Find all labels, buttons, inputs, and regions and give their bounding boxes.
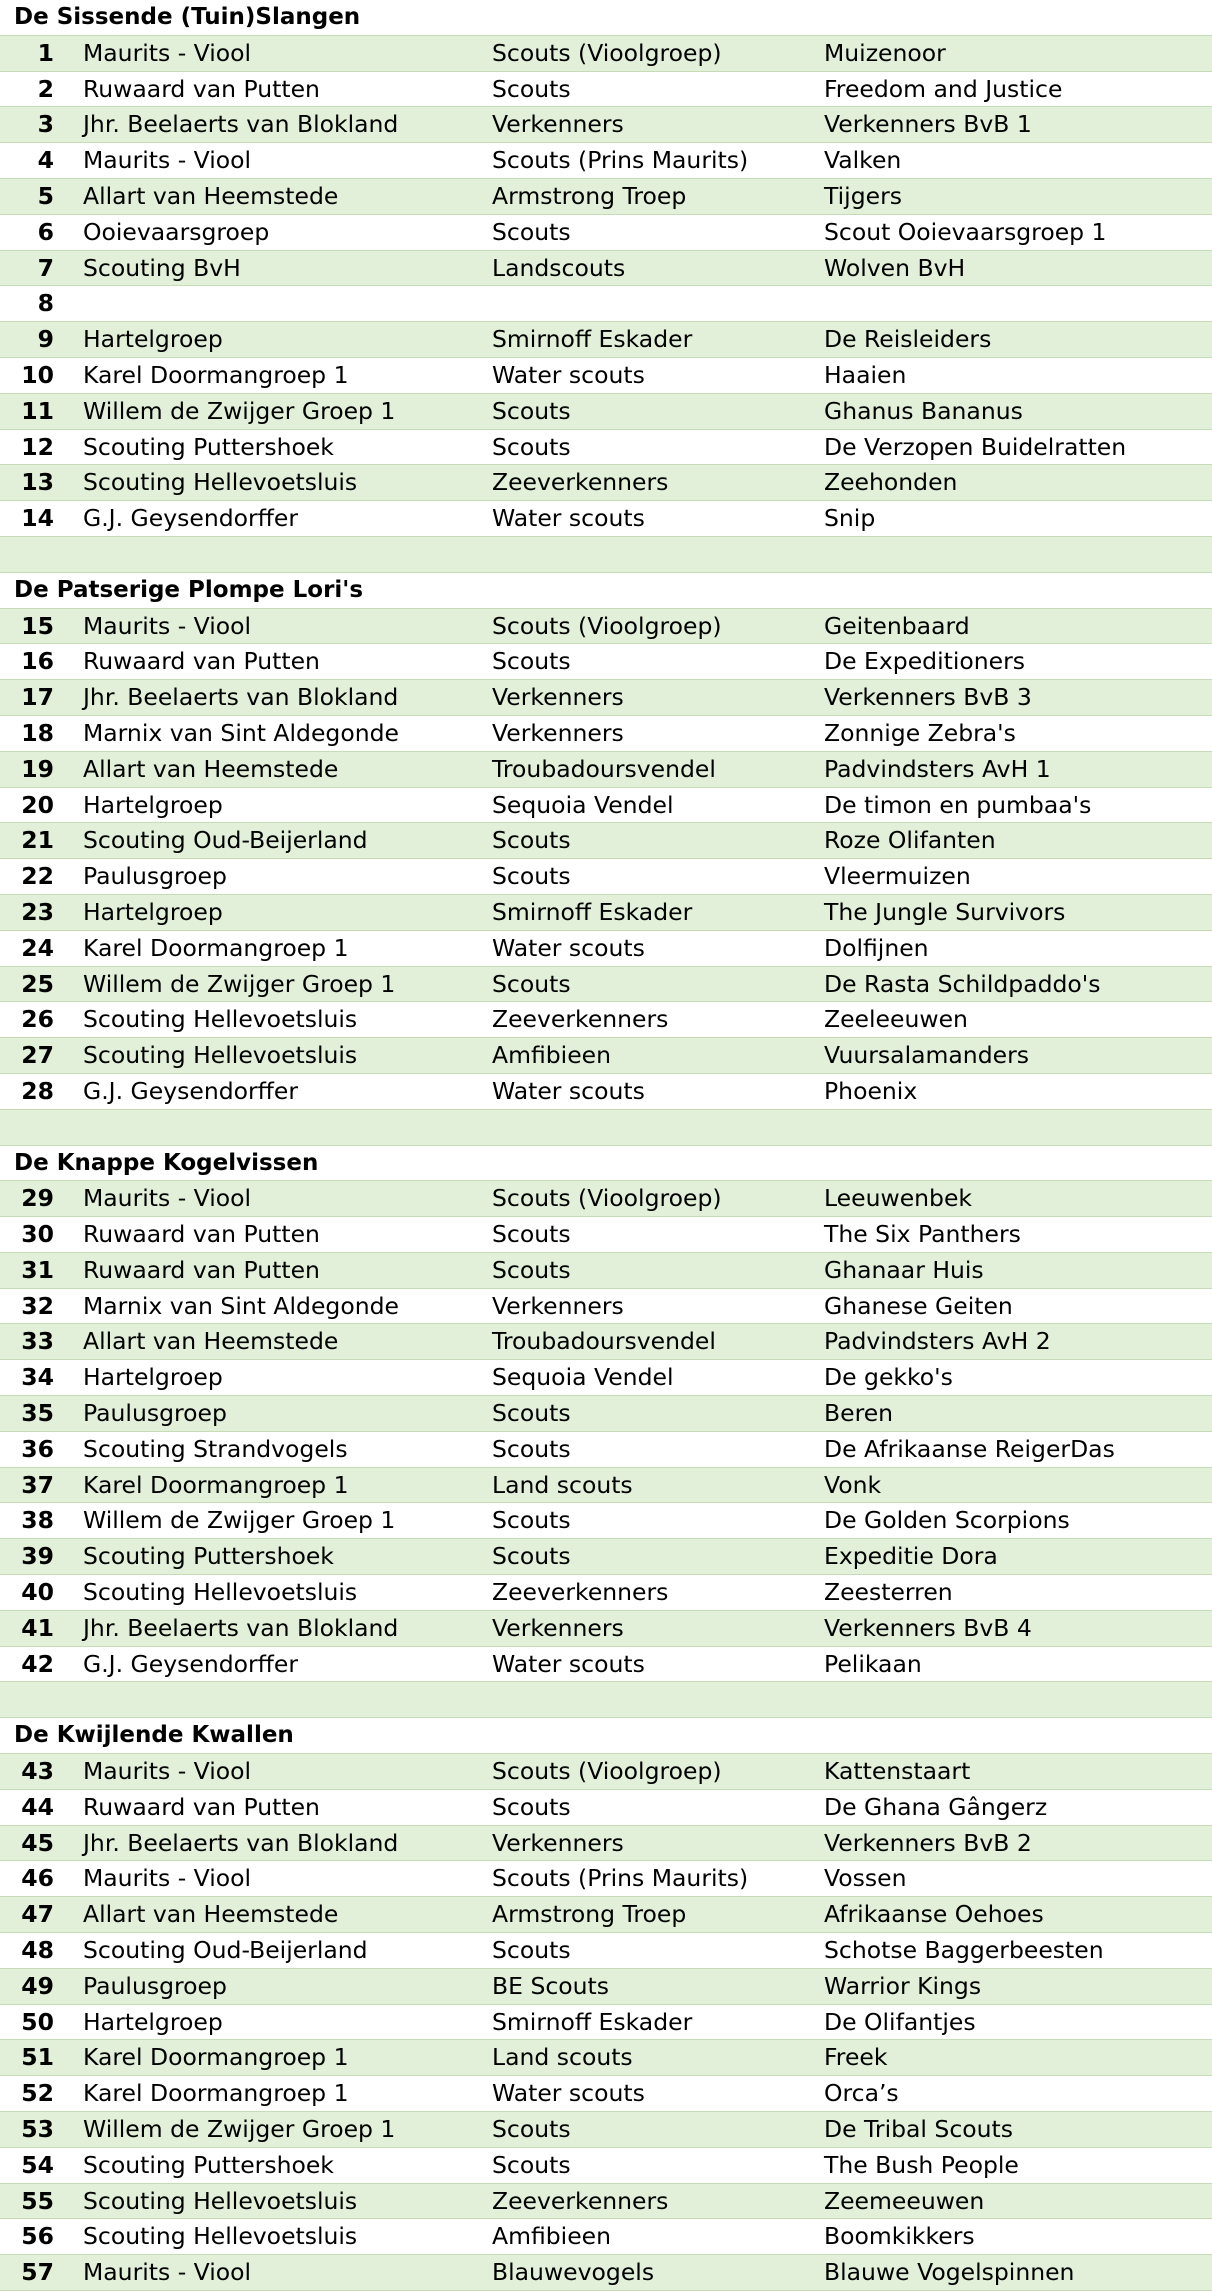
group-name: Maurits - Viool bbox=[83, 2258, 252, 2287]
row-number: 42 bbox=[21, 1649, 54, 1678]
unit-name: Scouts bbox=[492, 2150, 571, 2179]
table-row bbox=[0, 36, 1212, 72]
row-number: 3 bbox=[37, 110, 54, 139]
patrol-name: Kattenstaart bbox=[824, 1757, 971, 1786]
table-row bbox=[0, 465, 1212, 501]
table-row bbox=[0, 931, 1212, 967]
group-name: Jhr. Beelaerts van Blokland bbox=[83, 1828, 399, 1857]
patrol-name: Ghanese Geiten bbox=[824, 1291, 1013, 1320]
patrol-name: De Reisleiders bbox=[824, 325, 992, 354]
group-name: Maurits - Viool bbox=[83, 611, 252, 640]
group-name: Scouting Strandvogels bbox=[83, 1434, 348, 1463]
table-row bbox=[0, 1002, 1212, 1038]
row-number: 45 bbox=[21, 1828, 54, 1857]
patrol-name: Zeehonden bbox=[824, 468, 958, 497]
group-name: Hartelgroep bbox=[83, 1363, 223, 1392]
row-number: 39 bbox=[21, 1542, 54, 1571]
row-number: 32 bbox=[21, 1291, 54, 1320]
row-number: 9 bbox=[37, 325, 54, 354]
table-row bbox=[0, 1396, 1212, 1432]
unit-name: Smirnoff Eskader bbox=[492, 2007, 693, 2036]
group-name: Paulusgroep bbox=[83, 1971, 227, 2000]
patrol-name: De Verzopen Buidelratten bbox=[824, 432, 1127, 461]
unit-name: Scouts bbox=[492, 647, 571, 676]
group-name: Marnix van Sint Aldegonde bbox=[83, 718, 399, 747]
group-name: Scouting Hellevoetsluis bbox=[83, 468, 358, 497]
table-row bbox=[0, 107, 1212, 143]
patrol-name: Dolfijnen bbox=[824, 933, 929, 962]
patrol-name: Ghanaar Huis bbox=[824, 1255, 984, 1284]
unit-name: Scouts bbox=[492, 826, 571, 855]
group-name: Scouting Hellevoetsluis bbox=[83, 2222, 358, 2251]
row-number: 48 bbox=[21, 1936, 54, 1965]
patrol-name: Roze Olifanten bbox=[824, 826, 996, 855]
group-name: Maurits - Viool bbox=[83, 38, 252, 67]
table-row bbox=[0, 1754, 1212, 1790]
patrol-name: Vuursalamanders bbox=[824, 1041, 1029, 1070]
table-row bbox=[0, 680, 1212, 716]
group-name: Karel Doormangroep 1 bbox=[83, 1470, 349, 1499]
unit-name: Scouts bbox=[492, 432, 571, 461]
unit-name: Landscouts bbox=[492, 253, 626, 282]
group-name: Ruwaard van Putten bbox=[83, 74, 320, 103]
group-name: Maurits - Viool bbox=[83, 1184, 252, 1213]
row-number: 23 bbox=[21, 897, 54, 926]
row-number: 21 bbox=[21, 826, 54, 855]
row-number: 1 bbox=[37, 38, 54, 67]
unit-name: Land scouts bbox=[492, 2043, 633, 2072]
patrol-name: Haaien bbox=[824, 360, 907, 389]
table-row bbox=[0, 501, 1212, 537]
row-number: 46 bbox=[21, 1864, 54, 1893]
group-name: Hartelgroep bbox=[83, 897, 223, 926]
table-row bbox=[0, 2112, 1212, 2148]
unit-name: Verkenners bbox=[492, 1613, 624, 1642]
patrol-name: Verkenners BvB 2 bbox=[824, 1828, 1032, 1857]
unit-name: Zeeverkenners bbox=[492, 1005, 669, 1034]
table-row bbox=[0, 644, 1212, 680]
group-name: Allart van Heemstede bbox=[83, 754, 339, 783]
section-title: De Patserige Plompe Lori's bbox=[14, 576, 364, 603]
patrol-name: Scout Ooievaarsgroep 1 bbox=[824, 217, 1107, 246]
unit-name: Verkenners bbox=[492, 1291, 624, 1320]
table-row bbox=[0, 1074, 1212, 1110]
table-row bbox=[0, 1503, 1212, 1539]
unit-name: Zeeverkenners bbox=[492, 1578, 669, 1607]
patrol-name: Pelikaan bbox=[824, 1649, 922, 1678]
patrol-name: Ghanus Bananus bbox=[824, 396, 1023, 425]
group-name: Scouting Puttershoek bbox=[83, 432, 334, 461]
table-row bbox=[0, 215, 1212, 251]
row-number: 2 bbox=[37, 74, 54, 103]
unit-name: Amfibieen bbox=[492, 2222, 612, 2251]
group-name: Maurits - Viool bbox=[83, 146, 252, 175]
row-number: 43 bbox=[21, 1757, 54, 1786]
row-number: 22 bbox=[21, 862, 54, 891]
unit-name: Verkenners bbox=[492, 110, 624, 139]
row-number: 47 bbox=[21, 1900, 54, 1929]
table-row bbox=[0, 609, 1212, 645]
unit-name: Land scouts bbox=[492, 1470, 633, 1499]
table-row bbox=[0, 251, 1212, 287]
unit-name: Scouts bbox=[492, 74, 571, 103]
row-number: 52 bbox=[21, 2079, 54, 2108]
patrol-name: Snip bbox=[824, 504, 876, 533]
patrol-name: Freek bbox=[824, 2043, 888, 2072]
table-row bbox=[0, 1826, 1212, 1862]
unit-name: Armstrong Troep bbox=[492, 181, 687, 210]
table-row bbox=[0, 358, 1212, 394]
row-number: 16 bbox=[21, 647, 54, 676]
row-number: 40 bbox=[21, 1578, 54, 1607]
patrol-name: Phoenix bbox=[824, 1076, 918, 1105]
unit-name: BE Scouts bbox=[492, 1971, 610, 2000]
group-name: Scouting Hellevoetsluis bbox=[83, 2186, 358, 2215]
patrol-name: Beren bbox=[824, 1399, 894, 1428]
table-row bbox=[0, 1181, 1212, 1217]
group-name: Jhr. Beelaerts van Blokland bbox=[83, 1613, 399, 1642]
patrol-name: Boomkikkers bbox=[824, 2222, 975, 2251]
patrol-name: De Tribal Scouts bbox=[824, 2115, 1013, 2144]
group-name: Hartelgroep bbox=[83, 325, 223, 354]
table-row bbox=[0, 1790, 1212, 1826]
table-row bbox=[0, 1432, 1212, 1468]
section-spacer bbox=[0, 537, 1212, 573]
unit-name: Scouts bbox=[492, 396, 571, 425]
table-row bbox=[0, 72, 1212, 108]
patrol-name: Vonk bbox=[824, 1470, 882, 1499]
patrol-name: De timon en pumbaa's bbox=[824, 790, 1092, 819]
unit-name: Amfibieen bbox=[492, 1041, 612, 1070]
unit-name: Water scouts bbox=[492, 1649, 645, 1678]
patrol-name: Geitenbaard bbox=[824, 611, 970, 640]
group-name: Willem de Zwijger Groep 1 bbox=[83, 1506, 396, 1535]
row-number: 12 bbox=[21, 432, 54, 461]
row-number: 36 bbox=[21, 1434, 54, 1463]
patrol-name: De Expeditioners bbox=[824, 647, 1025, 676]
unit-name: Troubadoursvendel bbox=[492, 1327, 716, 1356]
row-number: 13 bbox=[21, 468, 54, 497]
section-title: De Knappe Kogelvissen bbox=[14, 1149, 319, 1176]
group-name: G.J. Geysendorffer bbox=[83, 1076, 298, 1105]
patrol-name: Zeesterren bbox=[824, 1578, 953, 1607]
patrol-name: Vleermuizen bbox=[824, 862, 971, 891]
group-name: Ruwaard van Putten bbox=[83, 647, 320, 676]
group-name: Allart van Heemstede bbox=[83, 181, 339, 210]
table-row bbox=[0, 1038, 1212, 1074]
group-name: Scouting BvH bbox=[83, 253, 241, 282]
section-spacer bbox=[0, 1682, 1212, 1718]
table-row bbox=[0, 1253, 1212, 1289]
table-row bbox=[0, 2005, 1212, 2041]
unit-name: Scouts bbox=[492, 969, 571, 998]
unit-name: Water scouts bbox=[492, 2079, 645, 2108]
patrol-name: Expeditie Dora bbox=[824, 1542, 998, 1571]
group-name: Willem de Zwijger Groep 1 bbox=[83, 969, 396, 998]
row-number: 57 bbox=[21, 2258, 54, 2287]
row-number: 4 bbox=[37, 146, 54, 175]
row-number: 49 bbox=[21, 1971, 54, 2000]
unit-name: Scouts bbox=[492, 1434, 571, 1463]
row-number: 20 bbox=[21, 790, 54, 819]
row-number: 51 bbox=[21, 2043, 54, 2072]
group-name: Scouting Hellevoetsluis bbox=[83, 1005, 358, 1034]
unit-name: Sequoia Vendel bbox=[492, 1363, 674, 1392]
unit-name: Scouts bbox=[492, 1542, 571, 1571]
row-number: 14 bbox=[21, 504, 54, 533]
unit-name: Scouts bbox=[492, 2115, 571, 2144]
table-row bbox=[0, 2184, 1212, 2220]
unit-name: Scouts (Vioolgroep) bbox=[492, 38, 722, 67]
group-name: Hartelgroep bbox=[83, 790, 223, 819]
row-number: 33 bbox=[21, 1327, 54, 1356]
group-name: Paulusgroep bbox=[83, 862, 227, 891]
row-number: 54 bbox=[21, 2150, 54, 2179]
patrol-name: De Afrikaanse ReigerDas bbox=[824, 1434, 1115, 1463]
unit-name: Verkenners bbox=[492, 683, 624, 712]
patrol-name: Orca’s bbox=[824, 2079, 899, 2108]
unit-name: Scouts bbox=[492, 1220, 571, 1249]
group-name: Jhr. Beelaerts van Blokland bbox=[83, 110, 399, 139]
group-name: Karel Doormangroep 1 bbox=[83, 360, 349, 389]
unit-name: Smirnoff Eskader bbox=[492, 897, 693, 926]
unit-name: Scouts bbox=[492, 217, 571, 246]
table-row bbox=[0, 1468, 1212, 1504]
patrol-name: The Bush People bbox=[824, 2150, 1019, 2179]
group-name: Willem de Zwijger Groep 1 bbox=[83, 396, 396, 425]
patrol-name: Leeuwenbek bbox=[824, 1184, 973, 1213]
group-name: G.J. Geysendorffer bbox=[83, 504, 298, 533]
group-name: Scouting Hellevoetsluis bbox=[83, 1041, 358, 1070]
patrol-name: De Rasta Schildpaddo's bbox=[824, 969, 1101, 998]
row-number: 55 bbox=[21, 2186, 54, 2215]
patrol-name: Zonnige Zebra's bbox=[824, 718, 1016, 747]
row-number: 6 bbox=[37, 217, 54, 246]
unit-name: Water scouts bbox=[492, 933, 645, 962]
row-number: 37 bbox=[21, 1470, 54, 1499]
row-number: 31 bbox=[21, 1255, 54, 1284]
section-header bbox=[0, 1718, 1212, 1754]
group-name: Paulusgroep bbox=[83, 1399, 227, 1428]
group-name: Scouting Puttershoek bbox=[83, 1542, 334, 1571]
row-number: 27 bbox=[21, 1041, 54, 1070]
unit-name: Smirnoff Eskader bbox=[492, 325, 693, 354]
table-row bbox=[0, 1575, 1212, 1611]
table-row bbox=[0, 1217, 1212, 1253]
patrol-name: The Six Panthers bbox=[824, 1220, 1021, 1249]
group-name: Scouting Puttershoek bbox=[83, 2150, 334, 2179]
patrol-name: Zeemeeuwen bbox=[824, 2186, 985, 2215]
group-name: Karel Doormangroep 1 bbox=[83, 933, 349, 962]
unit-name: Zeeverkenners bbox=[492, 468, 669, 497]
patrol-name: De Golden Scorpions bbox=[824, 1506, 1070, 1535]
table-row bbox=[0, 1289, 1212, 1325]
unit-name: Water scouts bbox=[492, 1076, 645, 1105]
patrol-name: Freedom and Justice bbox=[824, 74, 1063, 103]
patrol-name: Vossen bbox=[824, 1864, 907, 1893]
table-row bbox=[0, 823, 1212, 859]
unit-name: Scouts bbox=[492, 862, 571, 891]
patrol-name: Verkenners BvB 1 bbox=[824, 110, 1032, 139]
patrol-name: De Ghana Gângerz bbox=[824, 1792, 1048, 1821]
patrol-name: The Jungle Survivors bbox=[824, 897, 1066, 926]
group-name: Ruwaard van Putten bbox=[83, 1255, 320, 1284]
unit-name: Troubadoursvendel bbox=[492, 754, 716, 783]
table-row bbox=[0, 430, 1212, 466]
row-number: 8 bbox=[37, 289, 54, 318]
table-row bbox=[0, 1360, 1212, 1396]
row-number: 28 bbox=[21, 1076, 54, 1105]
patrol-name: Padvindsters AvH 2 bbox=[824, 1327, 1051, 1356]
unit-name: Sequoia Vendel bbox=[492, 790, 674, 819]
table-row bbox=[0, 2076, 1212, 2112]
row-number: 18 bbox=[21, 718, 54, 747]
row-number: 41 bbox=[21, 1613, 54, 1642]
unit-name: Scouts bbox=[492, 1255, 571, 1284]
unit-name: Scouts bbox=[492, 1792, 571, 1821]
row-number: 53 bbox=[21, 2115, 54, 2144]
unit-name: Scouts (Vioolgroep) bbox=[492, 1184, 722, 1213]
unit-name: Scouts bbox=[492, 1936, 571, 1965]
row-number: 34 bbox=[21, 1363, 54, 1392]
row-number: 35 bbox=[21, 1399, 54, 1428]
unit-name: Verkenners bbox=[492, 718, 624, 747]
group-name: G.J. Geysendorffer bbox=[83, 1649, 298, 1678]
unit-name: Blauwevogels bbox=[492, 2258, 655, 2287]
table-row bbox=[0, 967, 1212, 1003]
unit-name: Zeeverkenners bbox=[492, 2186, 669, 2215]
group-name: Karel Doormangroep 1 bbox=[83, 2043, 349, 2072]
unit-name: Verkenners bbox=[492, 1828, 624, 1857]
row-number: 19 bbox=[21, 754, 54, 783]
table-row bbox=[0, 859, 1212, 895]
table-row bbox=[0, 2219, 1212, 2255]
table-row bbox=[0, 1611, 1212, 1647]
table-row bbox=[0, 895, 1212, 931]
table-row bbox=[0, 716, 1212, 752]
row-number: 56 bbox=[21, 2222, 54, 2251]
patrol-name: Muizenoor bbox=[824, 38, 946, 67]
unit-name: Scouts (Prins Maurits) bbox=[492, 1864, 749, 1893]
group-name: Scouting Oud-Beijerland bbox=[83, 826, 368, 855]
group-name: Maurits - Viool bbox=[83, 1864, 252, 1893]
table-row bbox=[0, 1969, 1212, 2005]
patrol-name: Afrikaanse Oehoes bbox=[824, 1900, 1044, 1929]
table-row bbox=[0, 286, 1212, 322]
row-number: 17 bbox=[21, 683, 54, 712]
unit-name: Scouts (Vioolgroep) bbox=[492, 611, 722, 640]
group-name: Karel Doormangroep 1 bbox=[83, 2079, 349, 2108]
table-row bbox=[0, 1647, 1212, 1683]
table-row bbox=[0, 143, 1212, 179]
table-row bbox=[0, 394, 1212, 430]
unit-name: Scouts bbox=[492, 1506, 571, 1535]
unit-name: Scouts bbox=[492, 1399, 571, 1428]
table-row bbox=[0, 2148, 1212, 2184]
group-name: Allart van Heemstede bbox=[83, 1327, 339, 1356]
unit-name: Scouts (Prins Maurits) bbox=[492, 146, 749, 175]
patrol-name: Padvindsters AvH 1 bbox=[824, 754, 1051, 783]
patrol-name: Wolven BvH bbox=[824, 253, 966, 282]
unit-name: Water scouts bbox=[492, 360, 645, 389]
table-row bbox=[0, 1933, 1212, 1969]
section-title: De Sissende (Tuin)Slangen bbox=[14, 4, 361, 30]
unit-name: Armstrong Troep bbox=[492, 1900, 687, 1929]
table-row bbox=[0, 2040, 1212, 2076]
patrol-name: Schotse Baggerbeesten bbox=[824, 1936, 1104, 1965]
table-row bbox=[0, 752, 1212, 788]
patrol-name: De gekko's bbox=[824, 1363, 953, 1392]
table-row bbox=[0, 788, 1212, 824]
row-number: 15 bbox=[21, 611, 54, 640]
group-name: Marnix van Sint Aldegonde bbox=[83, 1291, 399, 1320]
group-name: Ruwaard van Putten bbox=[83, 1792, 320, 1821]
row-number: 38 bbox=[21, 1506, 54, 1535]
table-row bbox=[0, 1324, 1212, 1360]
row-number: 10 bbox=[21, 360, 54, 389]
row-number: 44 bbox=[21, 1792, 54, 1821]
group-name: Willem de Zwijger Groep 1 bbox=[83, 2115, 396, 2144]
table-row bbox=[0, 1897, 1212, 1933]
group-name: Scouting Oud-Beijerland bbox=[83, 1936, 368, 1965]
row-number: 11 bbox=[21, 396, 54, 425]
row-number: 26 bbox=[21, 1005, 54, 1034]
patrol-name: Zeeleeuwen bbox=[824, 1005, 968, 1034]
table-row bbox=[0, 1539, 1212, 1575]
group-name: Scouting Hellevoetsluis bbox=[83, 1578, 358, 1607]
patrol-name: Warrior Kings bbox=[824, 1971, 982, 2000]
group-name: Maurits - Viool bbox=[83, 1757, 252, 1786]
group-name: Jhr. Beelaerts van Blokland bbox=[83, 683, 399, 712]
group-name: Allart van Heemstede bbox=[83, 1900, 339, 1929]
row-number: 50 bbox=[21, 2007, 54, 2036]
patrol-name: De Olifantjes bbox=[824, 2007, 976, 2036]
patrol-name: Valken bbox=[824, 146, 902, 175]
group-name: Ruwaard van Putten bbox=[83, 1220, 320, 1249]
row-number: 25 bbox=[21, 969, 54, 998]
patrol-name: Verkenners BvB 3 bbox=[824, 683, 1032, 712]
unit-name: Water scouts bbox=[492, 504, 645, 533]
table-row bbox=[0, 179, 1212, 215]
group-name: Ooievaarsgroep bbox=[83, 217, 270, 246]
row-number: 29 bbox=[21, 1184, 54, 1213]
unit-name: Scouts (Vioolgroep) bbox=[492, 1757, 722, 1786]
patrol-name: Tijgers bbox=[824, 181, 902, 210]
patrol-name: Blauwe Vogelspinnen bbox=[824, 2258, 1075, 2287]
row-number: 30 bbox=[21, 1220, 54, 1249]
section-header bbox=[0, 0, 1212, 36]
section-header bbox=[0, 1146, 1212, 1182]
row-number: 5 bbox=[37, 181, 54, 210]
row-number: 7 bbox=[37, 253, 54, 282]
section-header bbox=[0, 573, 1212, 609]
group-name: Hartelgroep bbox=[83, 2007, 223, 2036]
table-row bbox=[0, 322, 1212, 358]
table-row bbox=[0, 2255, 1212, 2291]
table-row bbox=[0, 1861, 1212, 1897]
section-title: De Kwijlende Kwallen bbox=[14, 1722, 294, 1749]
section-spacer bbox=[0, 1110, 1212, 1146]
patrol-name: Verkenners BvB 4 bbox=[824, 1613, 1032, 1642]
row-number: 24 bbox=[21, 933, 54, 962]
